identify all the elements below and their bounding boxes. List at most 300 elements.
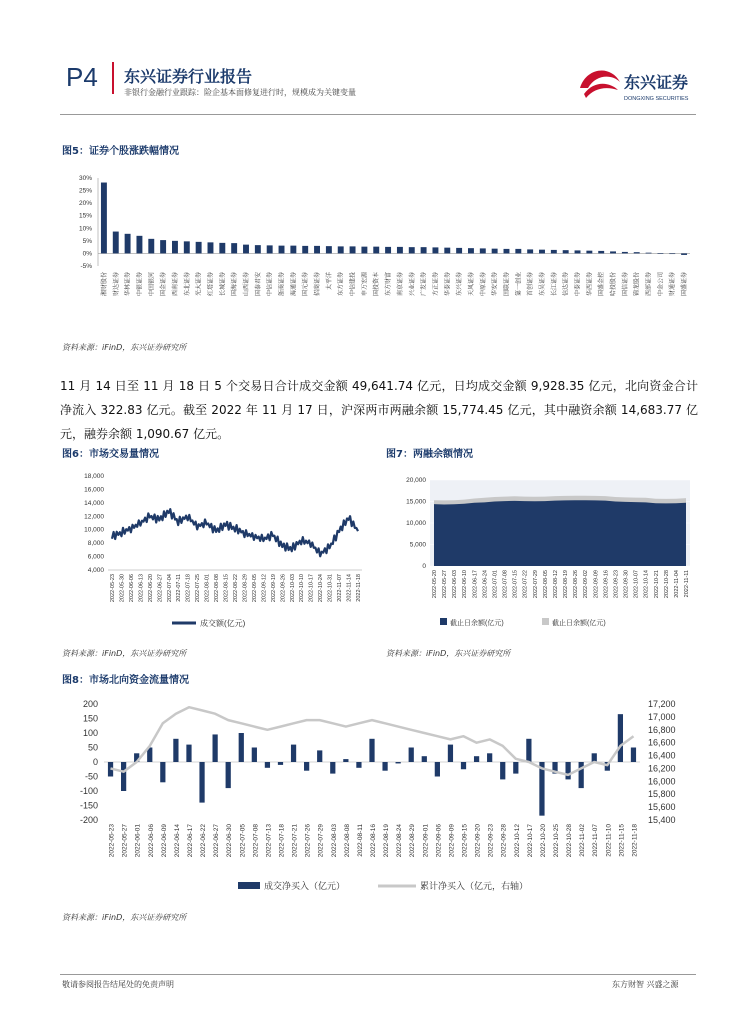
x-tick-label: 2022-10-31: [327, 574, 334, 603]
bar: [265, 762, 270, 768]
y2-tick-label: 15,800: [648, 789, 676, 800]
y-tick-label: -50: [84, 771, 98, 782]
x-tick-label: 山西证券: [244, 272, 250, 297]
x-tick-label: 2022-05-27: [121, 824, 129, 858]
x-tick-label: 中银证券: [137, 272, 144, 297]
bar: [252, 748, 257, 763]
y-tick-label: 0: [422, 563, 426, 570]
bar: [480, 248, 486, 253]
y-tick-label: -200: [79, 815, 98, 825]
legend-label: 累计净买入（亿元，右轴）: [420, 881, 529, 891]
bar: [136, 236, 142, 254]
y-tick-label: 12,000: [84, 513, 104, 521]
x-tick-label: 2022-09-05: [251, 574, 258, 603]
bar: [172, 241, 178, 254]
x-tick-label: 东吴证券: [540, 272, 546, 297]
x-tick-label: 2022-08-26: [573, 570, 580, 599]
x-tick-label: 2022-06-09: [160, 824, 168, 858]
bar: [657, 253, 663, 254]
bar: [101, 183, 107, 254]
x-tick-label: 国海证券: [232, 272, 239, 297]
x-tick-label: 2022-07-21: [291, 824, 299, 858]
bar: [382, 762, 387, 771]
x-tick-label: 2022-11-04: [673, 570, 680, 598]
x-tick-label: 申万宏源: [362, 272, 369, 297]
x-tick-label: 2022-09-01: [422, 824, 430, 858]
x-tick-label: 2022-10-10: [299, 574, 306, 603]
x-tick-label: 2022-09-26: [280, 574, 287, 603]
x-tick-label: 2022-08-19: [563, 570, 570, 599]
bar: [526, 739, 531, 762]
bar: [291, 745, 296, 762]
x-tick-label: 财达证券: [113, 272, 120, 297]
x-tick-label: 2022-07-13: [265, 824, 273, 858]
bar: [330, 762, 335, 774]
x-tick-label: 国投资本: [374, 272, 381, 297]
x-tick-label: 国金证券: [161, 272, 168, 297]
x-tick-label: 长江证券: [551, 271, 558, 297]
bar: [444, 248, 450, 254]
x-tick-label: 2022-07-04: [166, 574, 173, 603]
bar: [579, 762, 584, 788]
x-tick-label: 中泰证券: [575, 272, 582, 297]
x-tick-label: 2022-10-28: [566, 824, 574, 858]
x-tick-label: 2022-05-27: [442, 570, 449, 599]
y-tick-label: -5%: [80, 263, 92, 270]
x-tick-label: 财通证券: [670, 272, 677, 297]
x-tick-label: 2022-10-07: [633, 570, 640, 599]
y2-tick-label: 17,000: [648, 711, 676, 722]
bar: [302, 246, 308, 254]
y-tick-label: 18,000: [84, 473, 104, 480]
x-tick-label: 2022-10-25: [553, 824, 561, 858]
fig7-source: 资料来源：iFinD，东兴证券研究所: [386, 649, 511, 658]
report-title: 东兴证券行业报告: [124, 67, 253, 86]
footer-rule: [60, 974, 696, 975]
bar: [350, 246, 356, 253]
x-tick-label: 2022-09-16: [603, 570, 610, 599]
bar: [515, 249, 521, 254]
x-tick-label: 2022-09-06: [435, 824, 443, 858]
x-tick-label: 2022-05-30: [119, 574, 126, 603]
x-tick-label: 2022-06-17: [472, 570, 479, 599]
bar: [199, 762, 204, 803]
x-tick-label: 海通证券: [291, 272, 298, 297]
bar: [356, 762, 361, 768]
fig5-chart: [60, 168, 696, 336]
logo-mark-icon: [580, 71, 620, 98]
bar: [551, 250, 557, 254]
bar: [279, 246, 285, 254]
x-tick-label: 2022-07-05: [239, 824, 247, 858]
bar: [125, 234, 131, 254]
fig8-title: 图8：市场北向资金流量情况: [62, 675, 189, 686]
x-tick-label: 2022-06-06: [128, 574, 135, 603]
bar: [565, 762, 570, 779]
bar: [634, 252, 640, 253]
x-tick-label: 2022-09-12: [261, 574, 268, 603]
bar: [160, 762, 165, 782]
x-tick-label: 2022-07-18: [185, 574, 192, 603]
x-tick-label: 太平洋: [326, 272, 333, 291]
fig8-source: 资料来源：iFinD，东兴证券研究所: [62, 913, 187, 922]
bar: [361, 247, 367, 254]
bar: [213, 734, 218, 762]
x-tick-label: 2022-07-08: [252, 824, 260, 858]
x-tick-label: 2022-08-19: [383, 824, 391, 858]
x-tick-label: 2022-11-18: [631, 824, 639, 857]
y-tick-label: 8,000: [87, 540, 104, 548]
x-tick-label: 方正证券: [433, 272, 440, 297]
bar: [267, 245, 273, 253]
y-tick-label: 20,000: [406, 477, 426, 484]
footer-disclaimer: 敬请参阅报告结尾处的免责声明: [62, 980, 174, 989]
x-tick-label: 首创证券: [528, 272, 535, 297]
x-tick-label: 2022-09-30: [623, 570, 630, 599]
x-tick-label: 2022-08-29: [409, 824, 417, 858]
fig5-title: 图5：证券个股涨跌幅情况: [62, 146, 179, 157]
bar: [448, 745, 453, 762]
logo-en: DONGXING SECURITIES: [624, 96, 689, 102]
bar: [575, 250, 581, 253]
x-tick-label: 2022-11-11: [684, 570, 690, 598]
y-tick-label: 10%: [78, 225, 92, 233]
header-divider: [112, 62, 114, 94]
legend-label: 成交额(亿元): [200, 619, 246, 628]
x-tick-label: 2022-10-17: [526, 824, 534, 858]
bar: [539, 250, 545, 254]
x-tick-label: 广发证券: [421, 272, 428, 297]
x-tick-label: 2022-08-08: [343, 824, 351, 858]
x-tick-label: 国元证券: [303, 272, 310, 297]
y-tick-label: 4,000: [87, 567, 104, 574]
x-tick-label: 2022-08-08: [214, 574, 221, 603]
y-tick-label: 16,000: [84, 486, 104, 494]
bar: [409, 748, 414, 763]
bar: [278, 762, 283, 765]
x-tick-label: 中信证券: [267, 272, 274, 297]
y-tick-label: 5,000: [409, 541, 426, 549]
bar: [461, 762, 466, 769]
x-tick-label: 东兴证券: [457, 272, 464, 297]
x-tick-label: 2022-09-20: [474, 824, 482, 858]
x-tick-label: 2022-08-16: [370, 824, 377, 858]
bar: [669, 253, 675, 254]
y2-tick-label: 16,400: [648, 750, 676, 761]
x-tick-label: 2022-06-01: [134, 824, 142, 858]
bar: [527, 249, 533, 253]
x-tick-label: 第一创业: [516, 272, 523, 297]
x-tick-label: 华西证券: [587, 272, 594, 297]
x-tick-label: 红塔证券: [208, 272, 215, 297]
x-tick-label: 2022-10-14: [643, 570, 650, 599]
bar: [369, 739, 374, 762]
x-tick-label: 兴业证券: [409, 272, 416, 297]
y-tick-label: 0: [92, 757, 98, 767]
x-tick-label: 2022-07-25: [195, 574, 202, 603]
x-tick-label: 南京证券: [397, 272, 404, 297]
y-tick-label: 50: [87, 742, 98, 753]
y-tick-label: 14,000: [84, 499, 104, 507]
y2-tick-label: 16,200: [648, 763, 676, 774]
x-tick-label: 2022-05-23: [108, 824, 116, 858]
x-tick-label: 2022-06-27: [157, 574, 164, 603]
x-tick-label: 2022-07-18: [278, 824, 286, 858]
legend-swatch-navy: [440, 618, 447, 625]
x-tick-label: 2022-06-27: [213, 824, 221, 858]
x-tick-label: 西部证券: [646, 272, 653, 297]
y-tick-label: 100: [82, 728, 98, 738]
bar: [563, 250, 569, 253]
x-tick-label: 国信证券: [622, 272, 629, 297]
x-tick-label: 2022-08-01: [204, 574, 211, 603]
x-tick-label: 西南证券: [172, 272, 179, 297]
bar: [317, 750, 322, 762]
x-tick-label: 2022-10-03: [289, 574, 296, 603]
x-tick-label: 国盛金控: [599, 272, 606, 297]
x-tick-label: 2022-06-24: [482, 570, 489, 599]
y-tick-label: 15%: [78, 212, 92, 220]
x-tick-label: 华安证券: [492, 272, 499, 297]
bar: [326, 246, 332, 253]
x-tick-label: 东北证券: [184, 272, 191, 297]
bar: [474, 756, 479, 762]
fig6-title: 图6：市场交易量情况: [62, 449, 159, 460]
fig6-source: 资料来源：iFinD，东兴证券研究所: [62, 649, 187, 658]
bar: [504, 249, 510, 254]
x-tick-label: 2022-07-01: [492, 570, 499, 599]
bar: [500, 762, 505, 779]
report-subtitle: 非银行金融行业跟踪：险企基本面修复进行时，规模成为关键变量: [124, 88, 356, 97]
x-tick-label: 东方财富: [386, 272, 393, 297]
bar: [255, 245, 261, 253]
bar: [148, 239, 154, 254]
bar: [219, 243, 225, 254]
x-tick-label: 2022-09-28: [500, 824, 508, 858]
x-tick-label: 2022-09-23: [613, 570, 620, 599]
area-series-navy: [434, 500, 686, 566]
x-tick-label: 2022-07-29: [317, 824, 325, 858]
bar: [422, 756, 427, 762]
x-tick-label: 2022-08-22: [233, 574, 239, 603]
bar: [396, 762, 401, 763]
x-tick-label: 2022-07-26: [304, 824, 312, 858]
x-tick-label: 2022-07-08: [502, 570, 509, 599]
legend-swatch-bar: [238, 882, 260, 889]
x-tick-label: 国泰君安: [255, 272, 262, 297]
x-tick-label: 2022-07-11: [176, 574, 183, 602]
bar: [646, 253, 652, 254]
x-tick-label: 中国银河: [149, 272, 156, 297]
bar: [239, 733, 244, 762]
x-tick-label: 2022-07-22: [522, 570, 529, 599]
bar: [592, 753, 597, 762]
x-tick-label: 2022-10-20: [539, 824, 547, 858]
bar: [121, 762, 126, 791]
x-tick-label: 光大证券: [196, 272, 203, 297]
x-tick-label: 2022-08-11: [356, 824, 364, 857]
bar: [385, 247, 391, 254]
bar: [314, 246, 320, 254]
x-tick-label: 2022-06-03: [452, 570, 459, 599]
bar: [208, 242, 214, 253]
bar: [586, 251, 592, 254]
x-tick-label: 浙商证券: [279, 272, 286, 297]
bar: [409, 247, 415, 253]
x-tick-label: 2022-10-21: [653, 570, 660, 599]
fig6-chart: [60, 468, 370, 638]
x-tick-label: 2022-08-12: [552, 570, 559, 599]
y-tick-label: 30%: [78, 175, 92, 182]
y-tick-label: 0%: [82, 250, 92, 258]
bar: [113, 232, 119, 254]
x-tick-label: 2022-10-17: [308, 574, 315, 603]
bar: [492, 249, 498, 254]
legend-label: 成交净买入（亿元）: [264, 881, 346, 891]
footer-slogan: 东方财智 兴盛之源: [612, 980, 679, 989]
x-tick-label: 2022-09-09: [593, 570, 600, 599]
x-tick-label: 2022-06-06: [147, 824, 155, 858]
x-tick-label: 2022-08-03: [330, 824, 338, 858]
y2-tick-label: 16,000: [648, 776, 676, 787]
y-tick-label: 200: [82, 699, 98, 709]
x-tick-label: 湘财股份: [101, 272, 108, 297]
x-tick-label: 中原证券: [480, 272, 487, 297]
x-tick-label: 2022-11-07: [337, 574, 344, 602]
x-tick-label: 2022-08-29: [242, 574, 249, 603]
x-tick-label: 2022-06-14: [173, 824, 181, 858]
x-tick-label: 2022-05-20: [432, 570, 438, 599]
x-tick-label: 2022-10-12: [513, 824, 521, 858]
bar: [243, 245, 249, 254]
y-tick-label: 150: [82, 713, 98, 724]
bar: [186, 745, 191, 762]
y2-tick-label: 16,800: [648, 724, 676, 735]
x-tick-label: 天风证券: [468, 272, 475, 297]
bar: [513, 762, 518, 774]
x-tick-label: 2022-07-29: [532, 570, 539, 599]
bar: [487, 753, 492, 762]
bar: [435, 762, 440, 777]
x-tick-label: 2022-10-24: [318, 574, 325, 603]
bar: [226, 762, 231, 788]
legend-label: 截止日余额(亿元): [552, 620, 606, 627]
y-tick-label: 15,000: [406, 498, 426, 506]
y2-tick-label: 16,600: [648, 737, 676, 748]
x-tick-label: 长城证券: [220, 272, 227, 297]
x-tick-label: 东方证券: [338, 272, 345, 297]
x-tick-label: 2022-06-30: [226, 824, 234, 858]
fig8-chart: [60, 694, 696, 902]
legend-swatch-gray: [542, 618, 549, 625]
x-tick-label: 2022-06-10: [462, 570, 469, 599]
bar: [598, 251, 604, 254]
bar: [622, 252, 628, 254]
bar: [184, 241, 190, 253]
y2-tick-label: 17,200: [648, 699, 676, 709]
bar: [421, 247, 427, 253]
x-tick-label: 招商证券: [315, 272, 322, 297]
bar: [343, 759, 348, 762]
y-tick-label: 20%: [78, 200, 92, 208]
y-tick-label: 10,000: [406, 520, 426, 527]
x-tick-label: 2022-11-14: [346, 574, 353, 602]
x-tick-label: 华泰证券: [445, 272, 452, 297]
x-tick-label: 2022-11-07: [592, 824, 600, 857]
y-tick-label: 25%: [78, 187, 92, 195]
x-tick-label: 华林证券: [125, 272, 132, 297]
y-tick-label: 5%: [82, 237, 92, 245]
y2-tick-label: 15,400: [648, 815, 676, 825]
x-tick-label: 2022-09-19: [270, 574, 277, 603]
fig7-chart: [384, 468, 696, 638]
x-tick-label: 2022-11-02: [579, 824, 587, 857]
bar: [304, 762, 309, 771]
x-tick-label: 2022-06-13: [138, 574, 145, 603]
logo-text: 东兴证券: [624, 75, 689, 92]
x-tick-label: 信达证券: [563, 272, 570, 297]
header-rule: [60, 114, 696, 115]
x-tick-label: 2022-05-23: [110, 574, 116, 603]
y-tick-label: 10,000: [84, 526, 104, 534]
y-tick-label: -100: [79, 786, 98, 796]
x-tick-label: 2022-09-15: [461, 824, 469, 858]
bar: [397, 247, 403, 254]
x-tick-label: 2022-10-28: [663, 570, 670, 599]
bar: [231, 243, 237, 253]
bar: [631, 748, 636, 763]
x-tick-label: 中金公司: [658, 272, 665, 297]
x-tick-label: 2022-08-15: [223, 574, 230, 603]
x-tick-label: 2022-08-24: [396, 824, 404, 858]
page-number: P4: [66, 62, 98, 92]
legend-label: 截止日余额(亿元): [450, 620, 504, 627]
x-tick-label: 2022-07-15: [512, 570, 519, 599]
y-tick-label: -150: [79, 800, 98, 811]
bar: [290, 246, 296, 254]
x-tick-label: 锦龙股份: [634, 272, 641, 297]
bar: [432, 247, 438, 253]
x-tick-label: 2022-09-23: [487, 824, 495, 858]
x-tick-label: 2022-11-10: [605, 824, 613, 857]
x-tick-label: 国盛证券: [682, 272, 689, 297]
x-tick-label: 2022-09-09: [448, 824, 456, 858]
series-line: [112, 509, 358, 556]
body-paragraph: 11 月 14 日至 11 月 18 日 5 个交易日合计成交金额 49,641.74 亿元，日均成交金额 9,928.35 亿元，北向资金合计净流入 322.83 亿元。截至 2022 年 11 月 17 日，沪深两市两融余额 15,774.45 亿元，其中融资余额 14,683.77 亿元，融券余额 1,090.67 亿元。: [60, 379, 698, 441]
x-tick-label: 哈投股份: [611, 272, 618, 297]
bar: [173, 739, 178, 762]
bar: [468, 248, 474, 253]
bar: [610, 251, 616, 253]
x-tick-label: 2022-11-18: [356, 574, 362, 602]
y2-tick-label: 15,600: [648, 802, 676, 813]
bar: [681, 253, 687, 255]
x-tick-label: 2022-06-17: [186, 824, 194, 858]
fig5-source: 资料来源：iFinD，东兴证券研究所: [62, 343, 187, 352]
x-tick-label: 2022-11-15: [618, 824, 626, 857]
fig7-title: 图7：两融余额情况: [386, 449, 473, 460]
x-tick-label: 2022-06-22: [200, 824, 208, 858]
y-tick-label: 6,000: [87, 553, 104, 561]
bar: [373, 247, 379, 254]
bar: [160, 240, 166, 253]
bar: [456, 248, 462, 254]
bar: [196, 242, 202, 254]
x-tick-label: 中信建投: [350, 272, 357, 297]
company-logo: [576, 60, 696, 106]
bar: [338, 246, 344, 253]
x-tick-label: 2022-06-20: [147, 574, 154, 603]
